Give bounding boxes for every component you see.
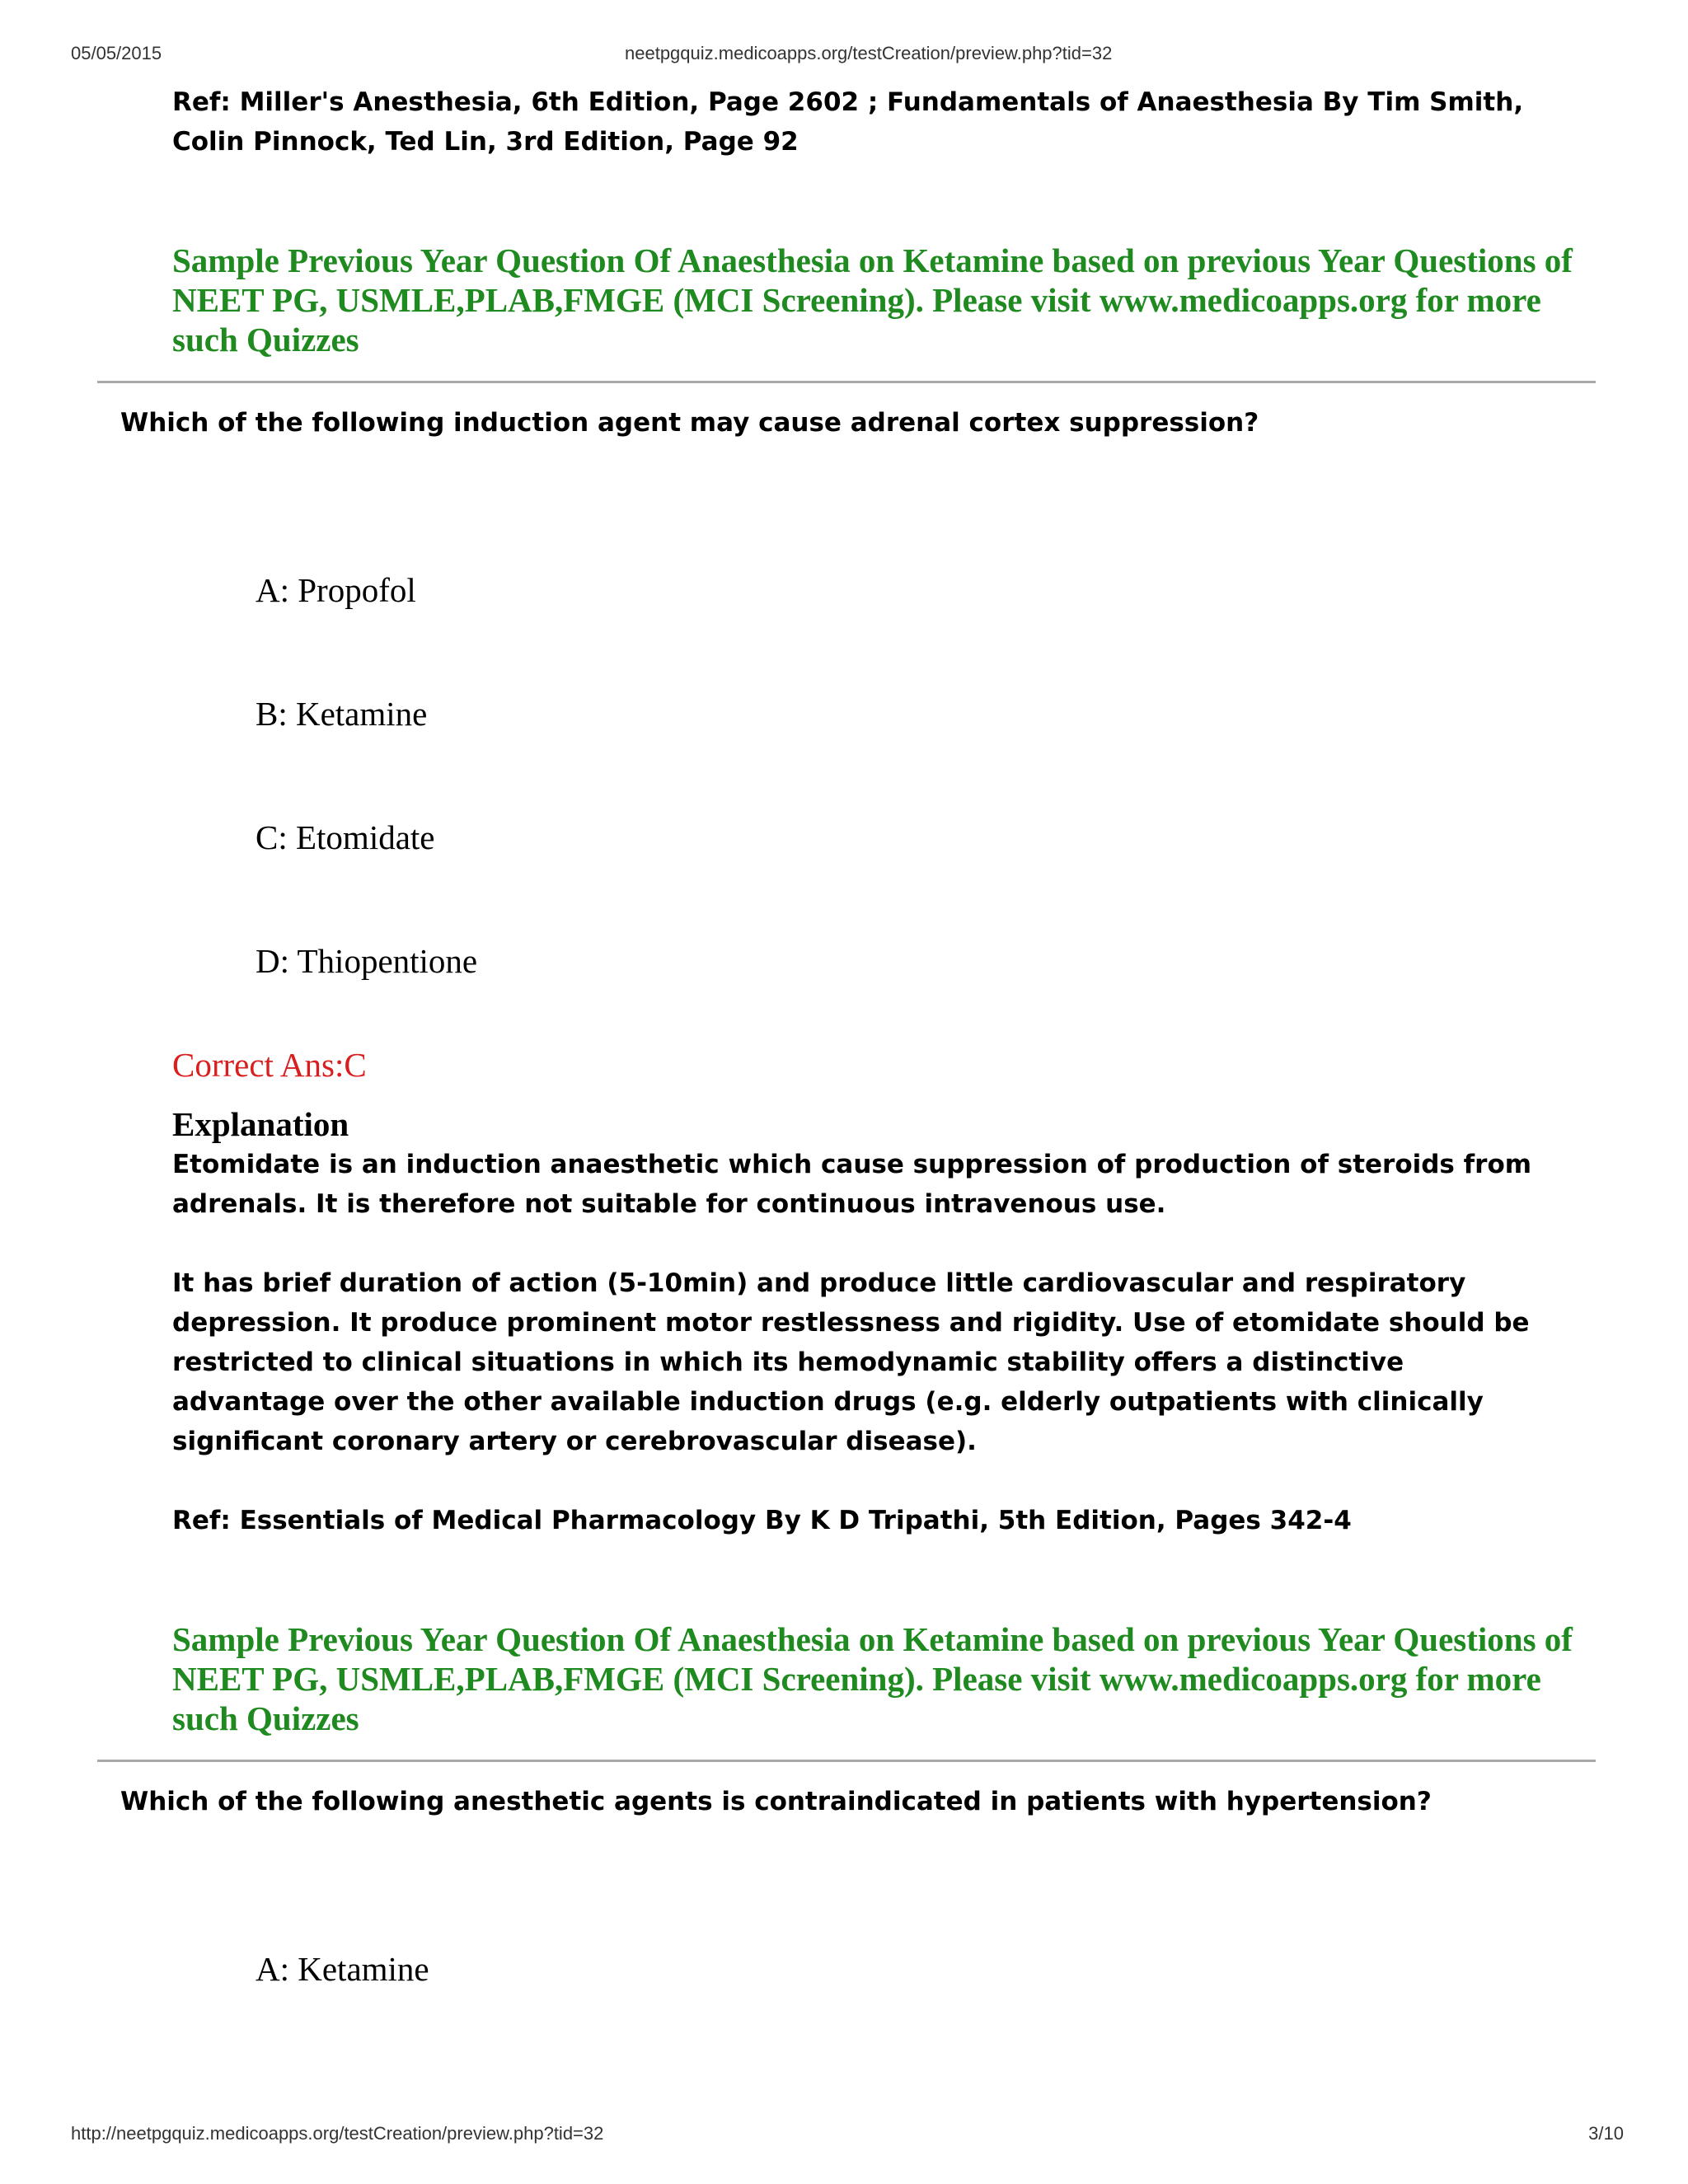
question-1-text: Which of the following induction agent may cause adrenal cortex suppression? [120, 408, 1259, 438]
explanation-paragraph-2: It has brief duration of action (5-10min) and produce little cardiovascular and respiratory depression. It produce prominent motor restlessness and rigidity. Use of etomidate should be restricted to clinical situations in which its hemodynamic stability offers a distinctive advantage over the other available induction drugs (e.g. elderly outpatients with clinically significant coronary artery or cerebrovascular disease). [172, 1268, 1530, 1456]
print-date: 05/05/2015 [71, 43, 162, 63]
question-2-option-a: A: Ketamine [256, 1950, 429, 1988]
explanation-paragraph-1: Etomidate is an induction anaesthetic which cause suppression of production of steroids from adrenals. It is therefore not suitable for continuous intravenous use. [172, 1150, 1532, 1219]
promo-text-2: Sample Previous Year Question Of Anaesthesia on Ketamine based on previous Year Questions of NEET PG, USMLE,PLAB,FMGE (MCI Screening). Please visit www.medicoapps.org for more such Quizzes [172, 1620, 1573, 1737]
print-footer-url: http://neetpgquiz.medicoapps.org/testCreation/preview.php?tid=32 [71, 2123, 604, 2144]
question-1-option-b: B: Ketamine [256, 695, 428, 733]
question-2-text: Which of the following anesthetic agents is contraindicated in patients with hypertension? [120, 1787, 1432, 1816]
page-number: 3/10 [1588, 2123, 1624, 2144]
print-header-url: neetpgquiz.medicoapps.org/testCreation/preview.php?tid=32 [625, 43, 1113, 63]
correct-answer: Correct Ans:C [172, 1046, 367, 1084]
explanation-heading: Explanation [172, 1105, 349, 1143]
explanation-reference: Ref: Essentials of Medical Pharmacology By K D Tripathi, 5th Edition, Pages 342-4 [172, 1506, 1352, 1535]
print-footer [0, 2120, 1688, 2149]
promo-text-1: Sample Previous Year Question Of Anaesthesia on Ketamine based on previous Year Questions of NEET PG, USMLE,PLAB,FMGE (MCI Screening). Please visit www.medicoapps.org for more such Quizzes [172, 241, 1573, 359]
reference-top: Ref: Miller's Anesthesia, 6th Edition, Page 2602 ; Fundamentals of Anaesthesia By Tim Smith, Colin Pinnock, Ted Lin, 3rd Edition, Page 92 [172, 87, 1524, 157]
print-header [0, 40, 1688, 69]
question-1-option-d: D: Thiopentione [256, 942, 478, 980]
question-1-option-a: A: Propofol [256, 571, 416, 609]
page-content [0, 82, 1688, 1990]
question-1-option-c: C: Etomidate [256, 818, 435, 856]
